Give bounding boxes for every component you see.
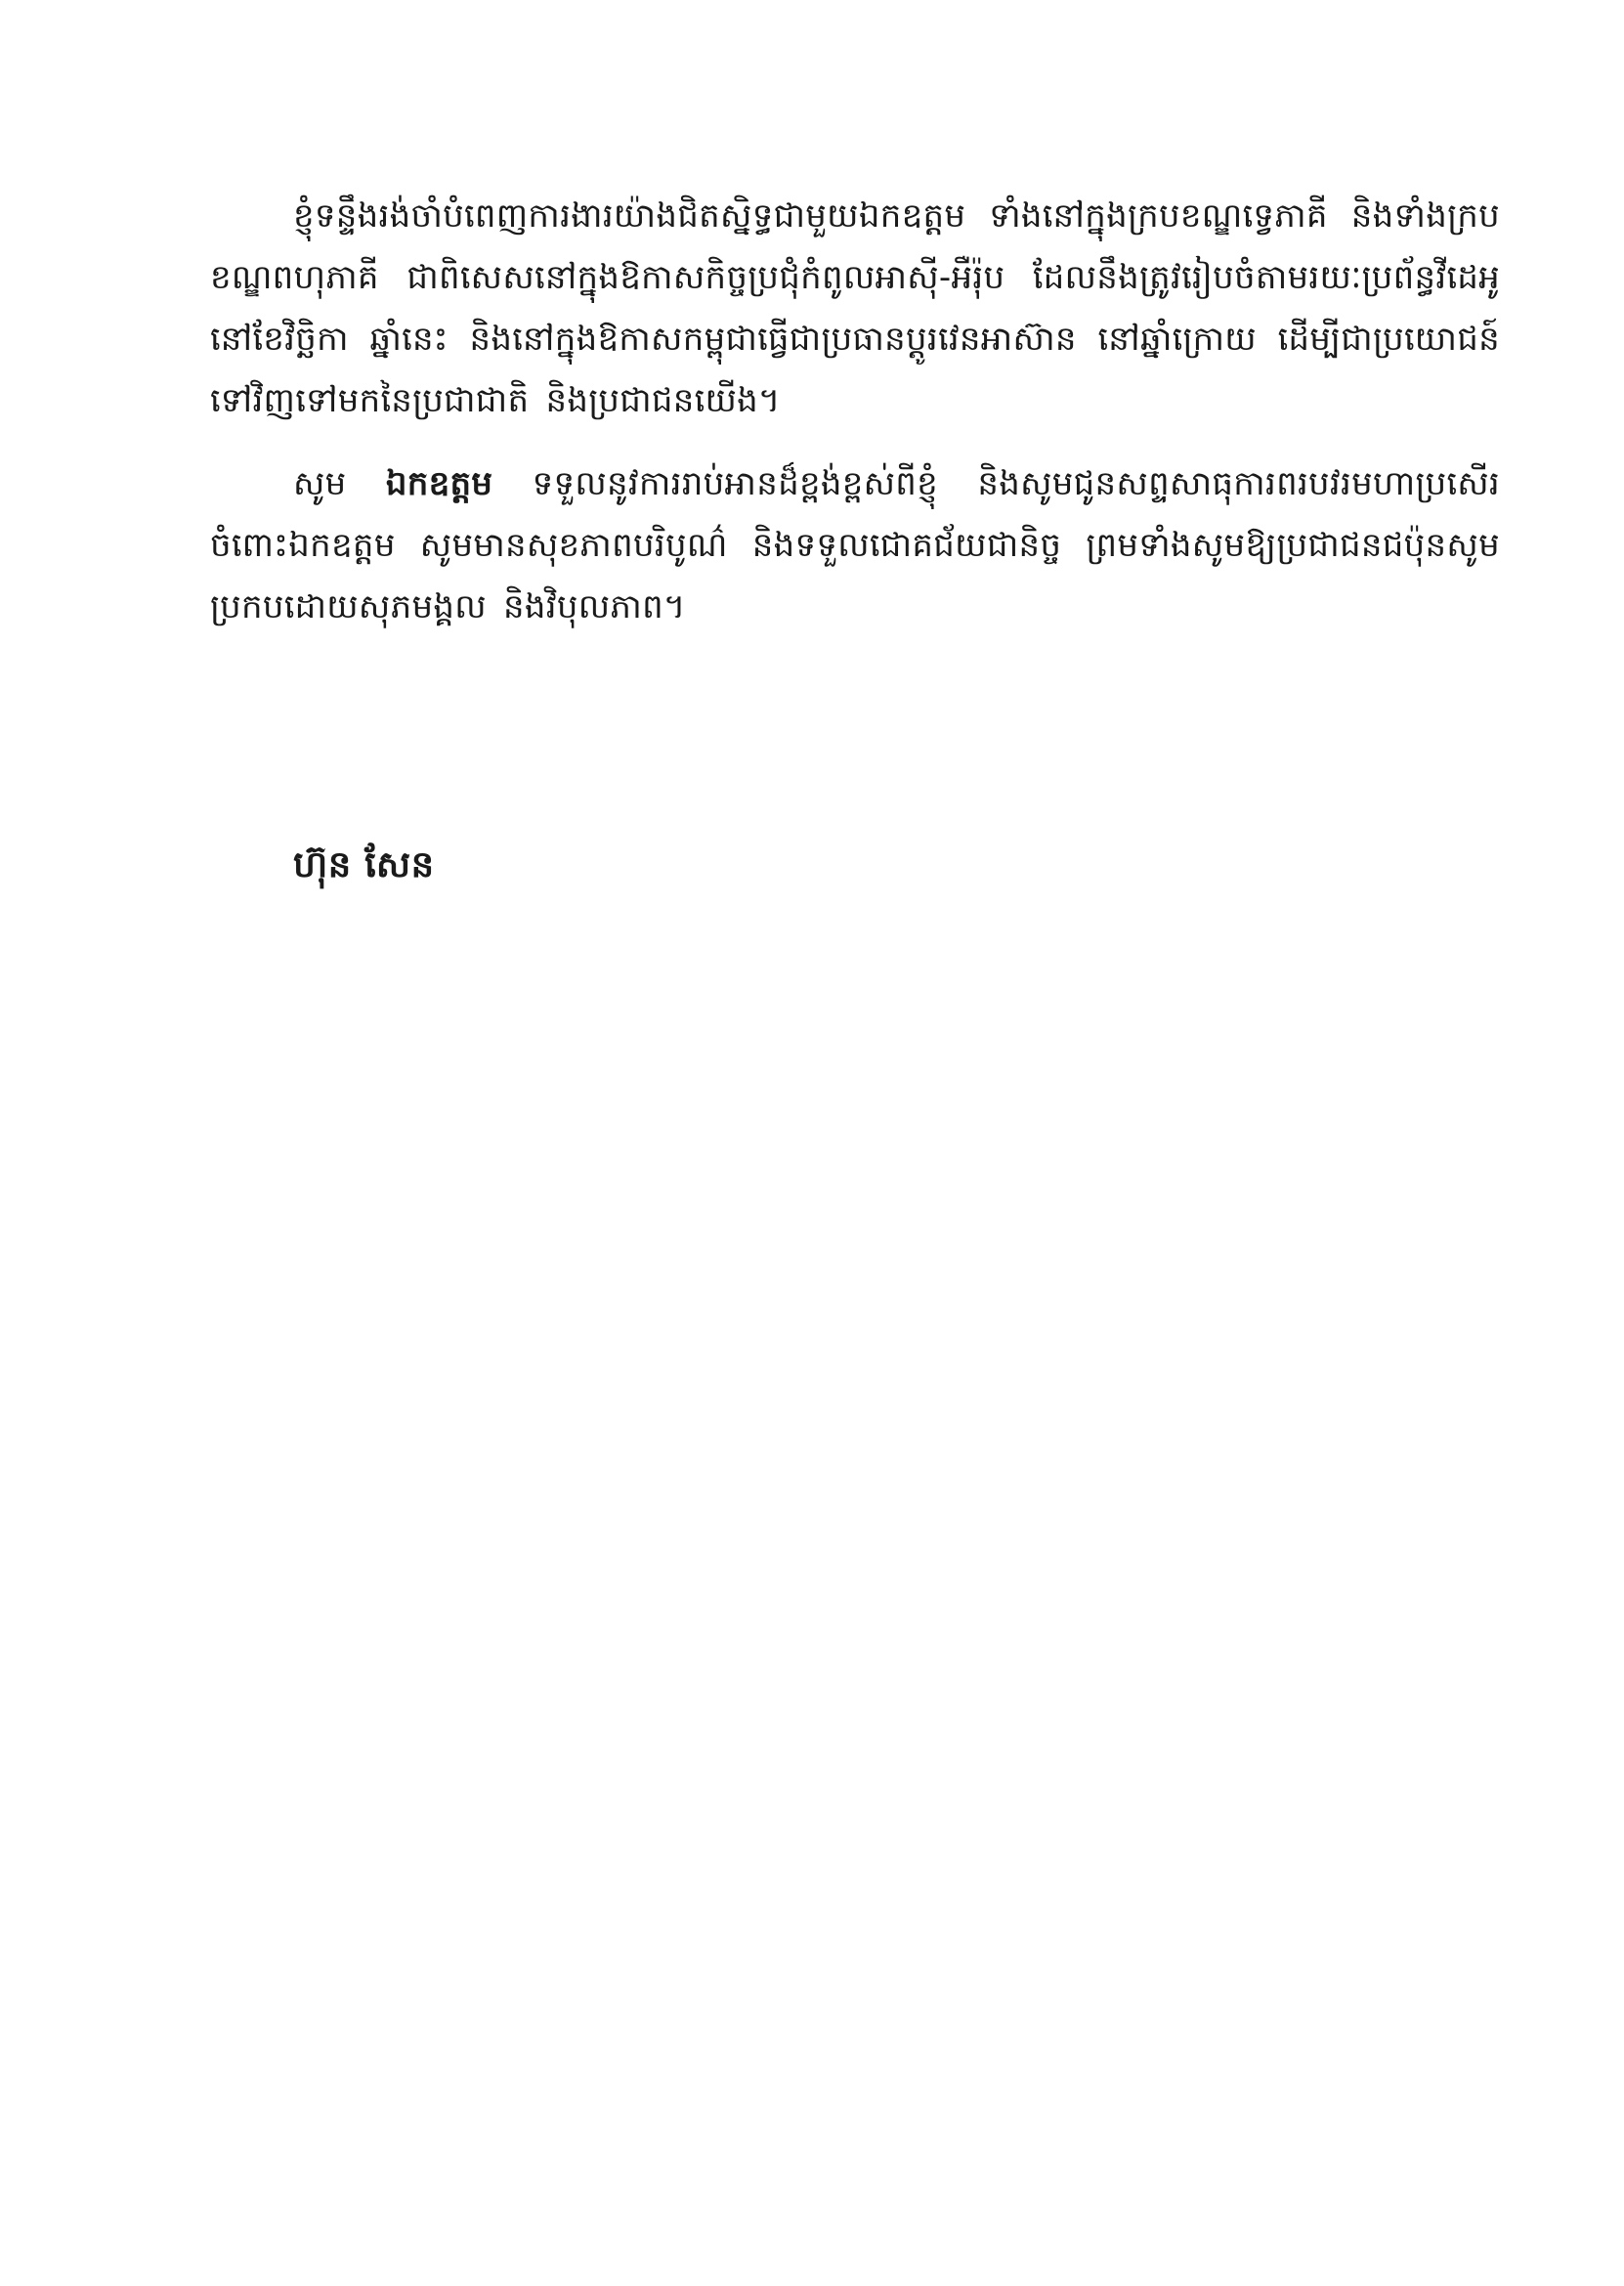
signature-name: ហ៊ុន សែន [293, 843, 435, 885]
paragraph-cooperation: ខ្ញុំទន្ទឹងរង់ចាំបំពេញការងារយ៉ាងជិតស្និទ្ធជាមួយឯកឧត្តម ទាំងនៅក្នុងក្របខណ្ឌទ្វេភាគី និងទាំងក្របខណ្ឌពហុភាគី ជាពិសេសនៅក្នុងឱកាសកិច្ចប្រជុំកំពូលអាស៊ី-អឺរ៉ុប ដែលនឹងត្រូវរៀបចំតាមរយៈប្រព័ន្ធវីដេអូ នៅខែវិច្ឆិកា ឆ្នាំនេះ និងនៅក្នុងឱកាសកម្ពុជាធ្វើជាប្រធានប្ដូរវេនអាស៊ាន នៅឆ្នាំក្រោយ ដើម្បីជាប្រយោជន៍ទៅវិញទៅមកនៃប្រជាជាតិ និងប្រជាជនយើង។ [210, 196, 1500, 420]
closing-honorific: ឯកឧត្តម [385, 464, 493, 503]
closing-body-text: ទទួលនូវការរាប់អានដ៏ខ្ពង់ខ្ពស់ពីខ្ញុំ និងសូមជូនសព្ទសាធុការពរបវរមហាប្រសើរចំពោះឯកឧត្តម សូមមានសុខភាពបរិបូណ៌ និងទទួលជោគជ័យជានិច្ច ព្រមទាំងសូមឱ្យប្រជាជនជប៉ុនសូមប្រកបដោយសុភមង្គល និងវិបុលភាព។ [210, 464, 1501, 626]
letter-body [210, 186, 1500, 638]
closing-lead-word: សូម [293, 464, 347, 503]
paragraph-closing-wishes [210, 453, 1500, 638]
